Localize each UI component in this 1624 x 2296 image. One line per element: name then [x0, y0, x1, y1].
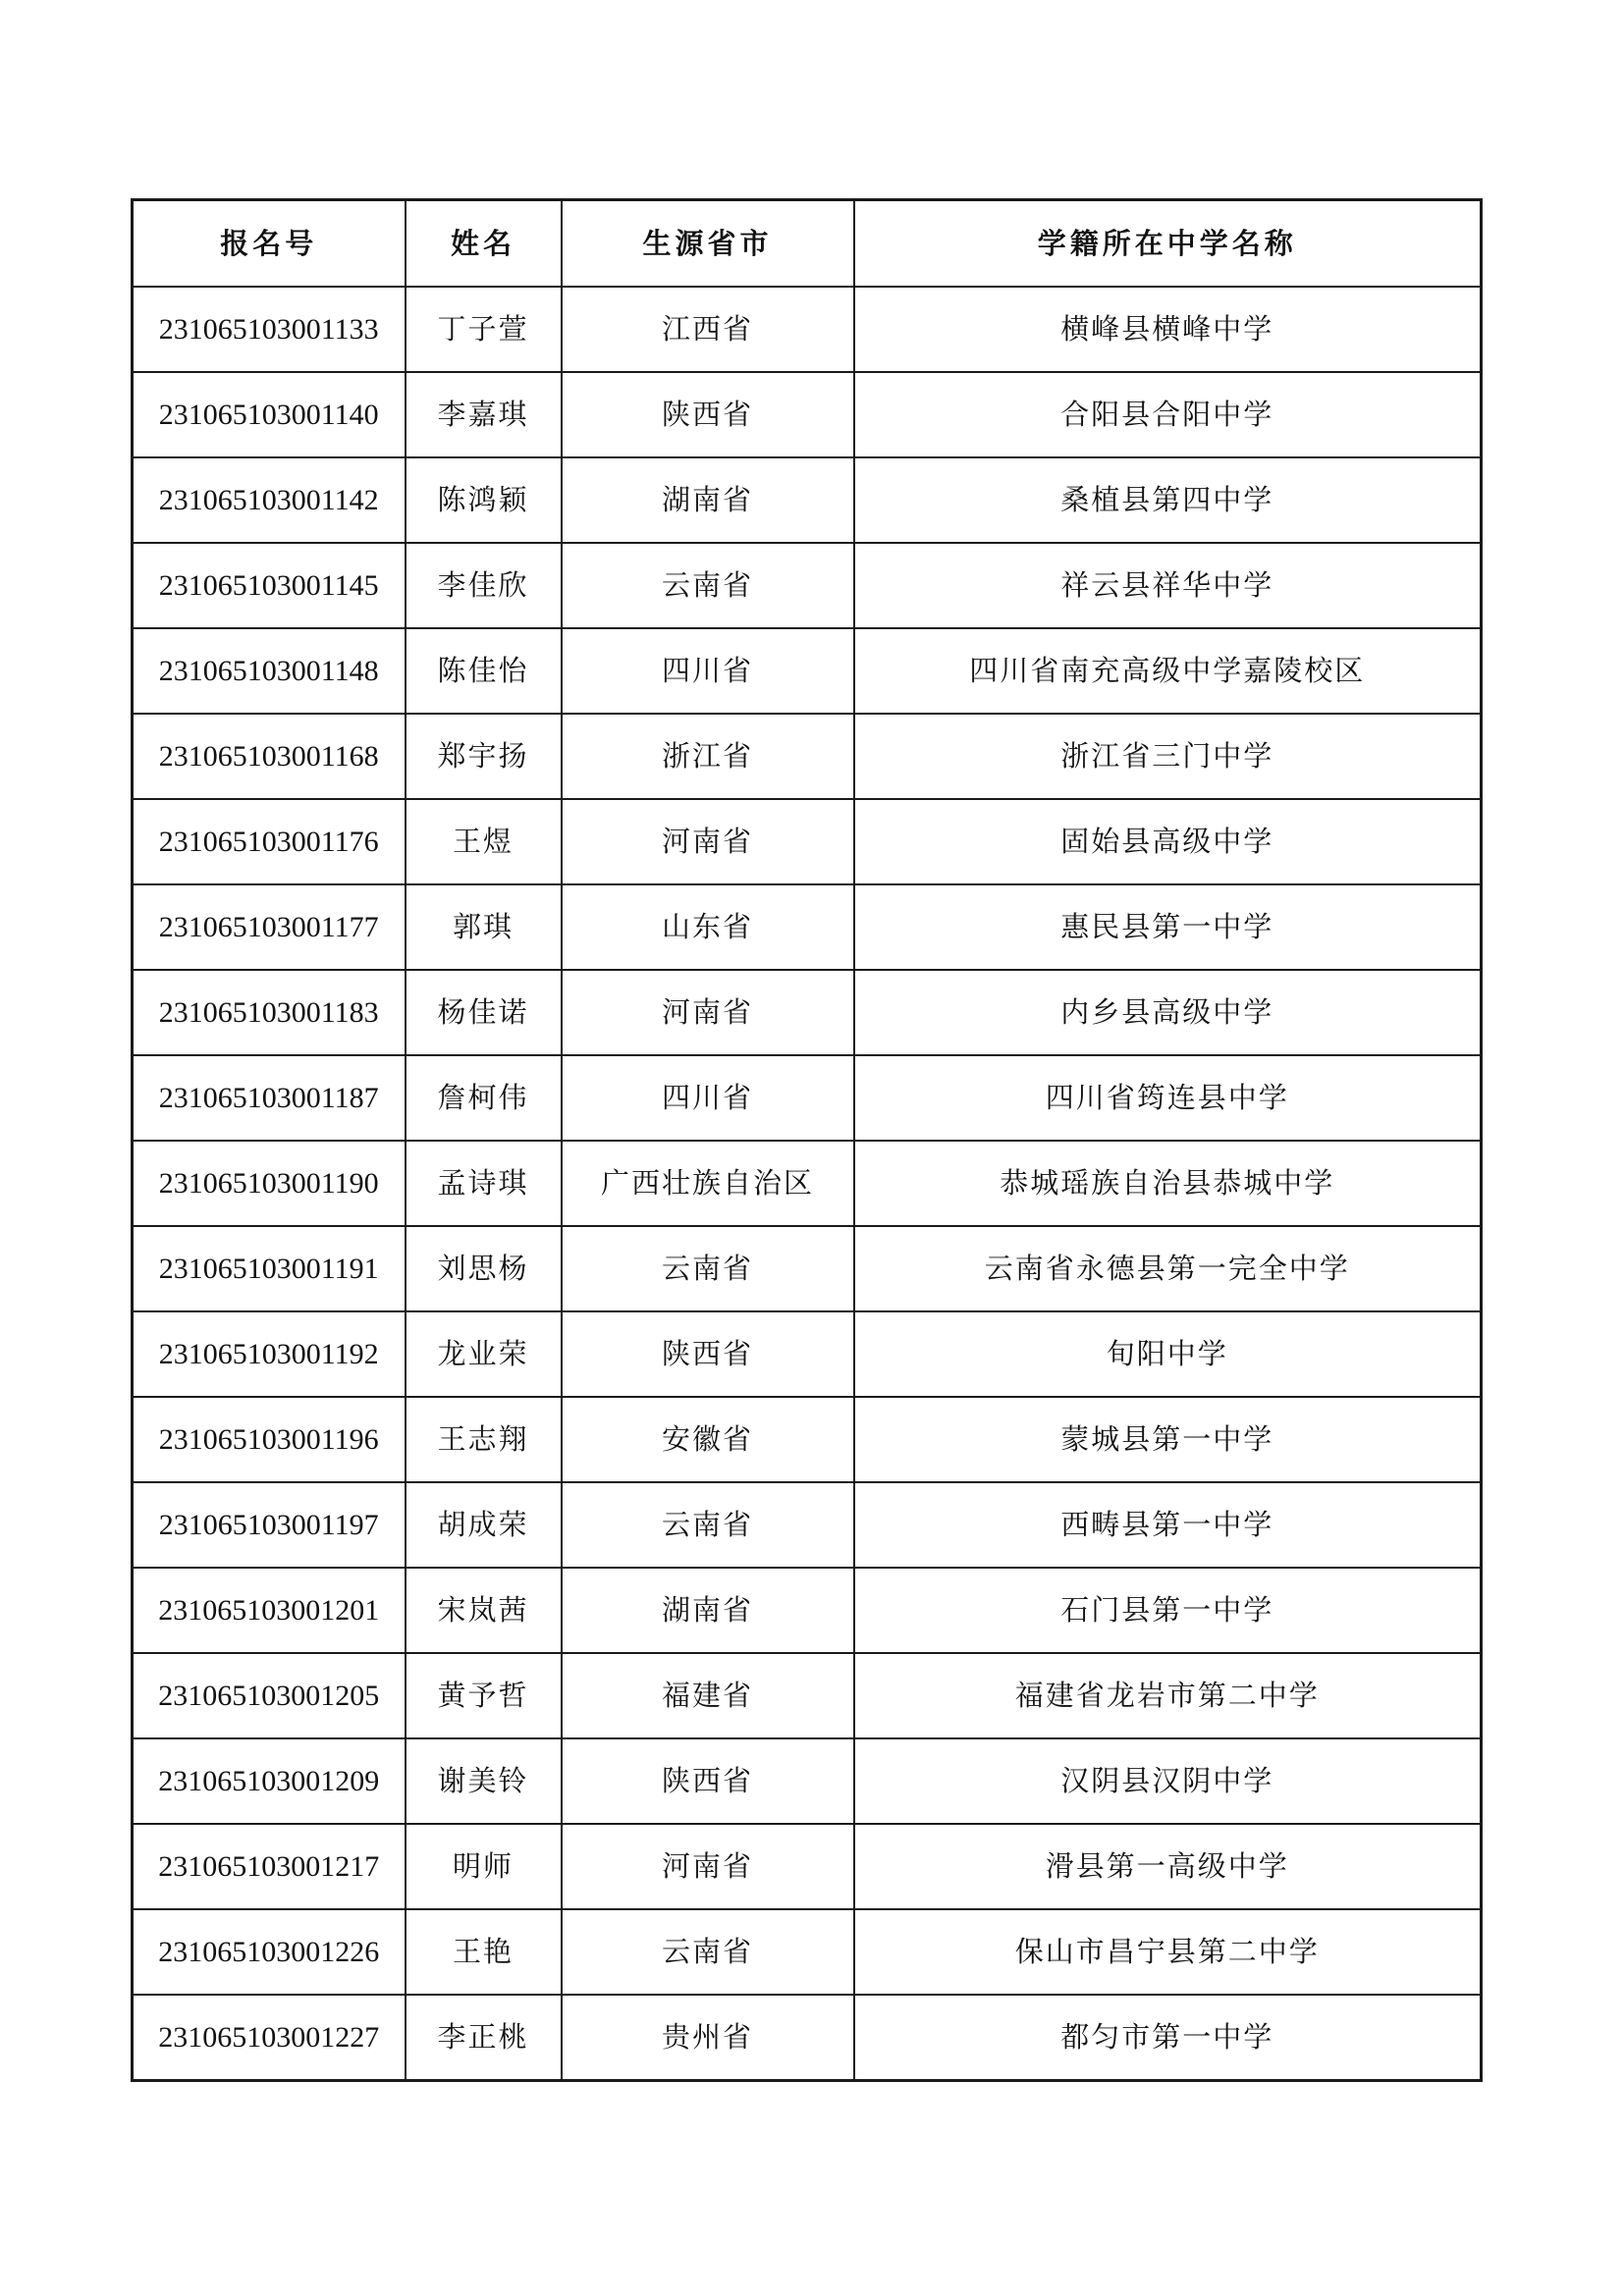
header-row [133, 200, 1482, 288]
table-row [133, 372, 1482, 457]
cell-school-name: 石门县第一中学 [854, 1568, 1482, 1653]
cell-registration-number: 231065103001196 [133, 1397, 406, 1482]
cell-name: 刘思杨 [406, 1226, 562, 1311]
cell-name: 王艳 [406, 1909, 562, 1995]
table-body [133, 287, 1482, 2081]
table-row [133, 1311, 1482, 1397]
cell-origin-province: 云南省 [562, 543, 854, 628]
table-row [133, 1824, 1482, 1909]
cell-school-name: 福建省龙岩市第二中学 [854, 1653, 1482, 1738]
cell-school-name: 惠民县第一中学 [854, 884, 1482, 970]
cell-registration-number: 231065103001145 [133, 543, 406, 628]
table-row [133, 1482, 1482, 1568]
cell-origin-province: 福建省 [562, 1653, 854, 1738]
header-school-name: 学籍所在中学名称 [854, 200, 1482, 288]
cell-origin-province: 浙江省 [562, 714, 854, 799]
cell-name: 李嘉琪 [406, 372, 562, 457]
cell-school-name: 恭城瑶族自治县恭城中学 [854, 1141, 1482, 1226]
table-row [133, 799, 1482, 884]
header-name: 姓名 [406, 200, 562, 288]
cell-name: 郭琪 [406, 884, 562, 970]
cell-origin-province: 四川省 [562, 628, 854, 714]
table-row [133, 1141, 1482, 1226]
cell-school-name: 滑县第一高级中学 [854, 1824, 1482, 1909]
student-roster-table [131, 198, 1483, 2082]
cell-name: 陈鸿颖 [406, 457, 562, 543]
table-row [133, 1995, 1482, 2081]
cell-registration-number: 231065103001227 [133, 1995, 406, 2081]
cell-origin-province: 湖南省 [562, 1568, 854, 1653]
cell-origin-province: 陕西省 [562, 1738, 854, 1824]
cell-name: 陈佳怡 [406, 628, 562, 714]
cell-school-name: 都匀市第一中学 [854, 1995, 1482, 2081]
cell-name: 胡成荣 [406, 1482, 562, 1568]
cell-registration-number: 231065103001209 [133, 1738, 406, 1824]
cell-origin-province: 湖南省 [562, 457, 854, 543]
cell-school-name: 固始县高级中学 [854, 799, 1482, 884]
cell-origin-province: 贵州省 [562, 1995, 854, 2081]
cell-origin-province: 河南省 [562, 970, 854, 1055]
cell-registration-number: 231065103001176 [133, 799, 406, 884]
cell-registration-number: 231065103001190 [133, 1141, 406, 1226]
cell-school-name: 桑植县第四中学 [854, 457, 1482, 543]
cell-school-name: 保山市昌宁县第二中学 [854, 1909, 1482, 1995]
table-row [133, 1568, 1482, 1653]
table-row [133, 1738, 1482, 1824]
cell-name: 郑宇扬 [406, 714, 562, 799]
cell-school-name: 横峰县横峰中学 [854, 287, 1482, 372]
cell-registration-number: 231065103001177 [133, 884, 406, 970]
cell-name: 龙业荣 [406, 1311, 562, 1397]
cell-school-name: 旬阳中学 [854, 1311, 1482, 1397]
cell-registration-number: 231065103001201 [133, 1568, 406, 1653]
cell-origin-province: 四川省 [562, 1055, 854, 1141]
cell-name: 王志翔 [406, 1397, 562, 1482]
cell-origin-province: 河南省 [562, 799, 854, 884]
cell-name: 杨佳诺 [406, 970, 562, 1055]
table-row [133, 287, 1482, 372]
table-row [133, 543, 1482, 628]
cell-origin-province: 河南省 [562, 1824, 854, 1909]
cell-registration-number: 231065103001133 [133, 287, 406, 372]
cell-origin-province: 云南省 [562, 1226, 854, 1311]
cell-registration-number: 231065103001168 [133, 714, 406, 799]
cell-school-name: 西畴县第一中学 [854, 1482, 1482, 1568]
table-row [133, 1909, 1482, 1995]
cell-registration-number: 231065103001148 [133, 628, 406, 714]
table-row [133, 884, 1482, 970]
cell-school-name: 蒙城县第一中学 [854, 1397, 1482, 1482]
cell-registration-number: 231065103001183 [133, 970, 406, 1055]
cell-registration-number: 231065103001197 [133, 1482, 406, 1568]
cell-origin-province: 云南省 [562, 1482, 854, 1568]
cell-name: 王煜 [406, 799, 562, 884]
cell-name: 李正桃 [406, 1995, 562, 2081]
cell-name: 黄予哲 [406, 1653, 562, 1738]
table-row [133, 1397, 1482, 1482]
header-registration-number: 报名号 [133, 200, 406, 288]
cell-registration-number: 231065103001205 [133, 1653, 406, 1738]
cell-origin-province: 安徽省 [562, 1397, 854, 1482]
cell-school-name: 内乡县高级中学 [854, 970, 1482, 1055]
cell-origin-province: 山东省 [562, 884, 854, 970]
cell-name: 李佳欣 [406, 543, 562, 628]
table-row [133, 457, 1482, 543]
cell-origin-province: 陕西省 [562, 372, 854, 457]
header-origin-province: 生源省市 [562, 200, 854, 288]
cell-name: 明师 [406, 1824, 562, 1909]
cell-school-name: 合阳县合阳中学 [854, 372, 1482, 457]
cell-name: 丁子萱 [406, 287, 562, 372]
cell-registration-number: 231065103001191 [133, 1226, 406, 1311]
cell-school-name: 四川省筠连县中学 [854, 1055, 1482, 1141]
cell-name: 宋岚茜 [406, 1568, 562, 1653]
cell-origin-province: 陕西省 [562, 1311, 854, 1397]
table-row [133, 1226, 1482, 1311]
cell-name: 谢美铃 [406, 1738, 562, 1824]
cell-school-name: 云南省永德县第一完全中学 [854, 1226, 1482, 1311]
table-row [133, 628, 1482, 714]
cell-registration-number: 231065103001140 [133, 372, 406, 457]
cell-origin-province: 广西壮族自治区 [562, 1141, 854, 1226]
cell-registration-number: 231065103001192 [133, 1311, 406, 1397]
cell-school-name: 祥云县祥华中学 [854, 543, 1482, 628]
cell-origin-province: 江西省 [562, 287, 854, 372]
cell-registration-number: 231065103001187 [133, 1055, 406, 1141]
table-row [133, 1653, 1482, 1738]
cell-registration-number: 231065103001226 [133, 1909, 406, 1995]
cell-origin-province: 云南省 [562, 1909, 854, 1995]
cell-registration-number: 231065103001142 [133, 457, 406, 543]
cell-registration-number: 231065103001217 [133, 1824, 406, 1909]
table-row [133, 970, 1482, 1055]
cell-school-name: 浙江省三门中学 [854, 714, 1482, 799]
cell-name: 詹柯伟 [406, 1055, 562, 1141]
table-row [133, 714, 1482, 799]
table-row [133, 1055, 1482, 1141]
cell-school-name: 四川省南充高级中学嘉陵校区 [854, 628, 1482, 714]
table-header [133, 200, 1482, 288]
cell-school-name: 汉阴县汉阴中学 [854, 1738, 1482, 1824]
cell-name: 孟诗琪 [406, 1141, 562, 1226]
